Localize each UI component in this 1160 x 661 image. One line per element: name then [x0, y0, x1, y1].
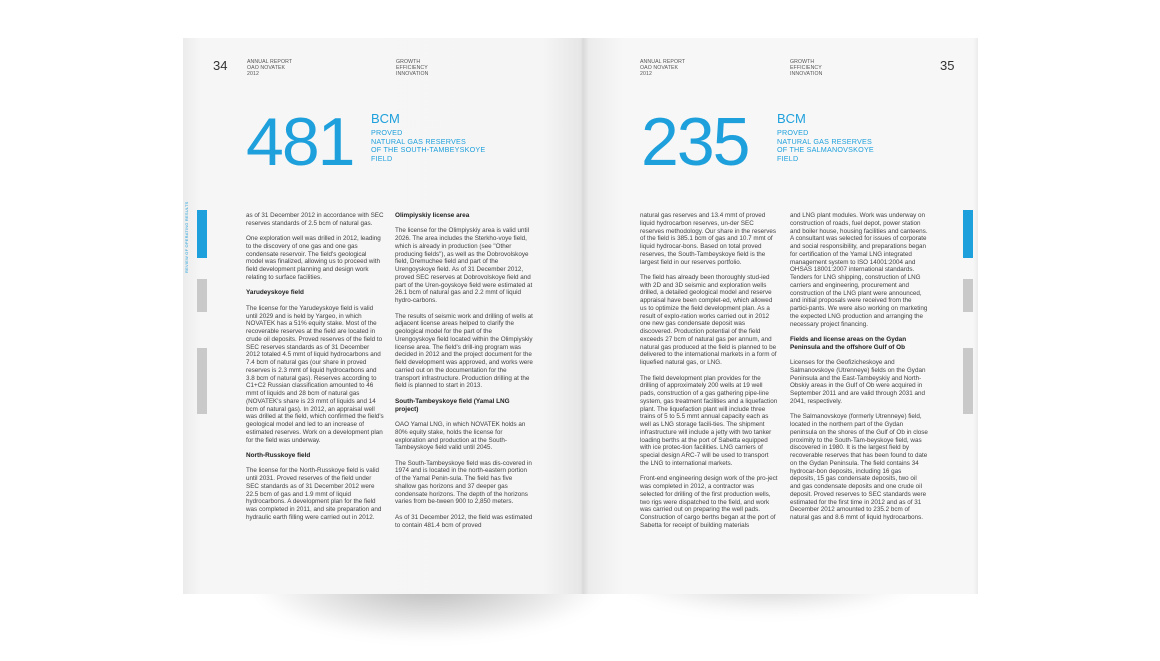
section-tab [197, 279, 207, 312]
side-section-label: REVIEW OF OPERATING RESULTS [184, 201, 189, 273]
header-theme: GROWTH EFFICIENCY INNOVATION [396, 59, 429, 77]
header-theme: GROWTH EFFICIENCY INNOVATION [790, 59, 823, 77]
right-page [583, 38, 978, 594]
text-column-2: and LNG plant modules. Work was underway on construction of roads, fuel depot, power station and boiler house, housing facilities and canteens. A consultant was selected for issues of corporate and social responsibility, and preparations began for certification of the Yamal LNG integrated management system to ISO 14001:2004 and OHSAS 18001:2007 international standards. Tenders for LNG shipping, construction of LNG carriers and engineering, procurement and construction of the LNG plant were announced, and initial proposals were received from the partici-pants. We were also working on marketing the expected LNG production and arranging the necessary project financing. Fields and license areas on the Gydan Peninsula and the offshore Gulf of Ob Licenses for the Geofizicheskoye and Salmanovskoye (Utrenneye) fields on the Gydan Peninsula and the East-Tambeyskiy and North-Obskiy areas in the Gulf of Ob were acquired in September 2011 and are valid through 2031 and 2041, respectively. The Salmanovskoye (formerly Utrenneye) field, located in the northern part of the Gydan peninsula on the shores of the Gulf of Ob in close proximity to the South-Tam-beyskoye field, was discovered in 1980. It is the largest field by recoverable reserves that has been found to date on the Gydan Peninsula. The field contains 34 hydrocar-bon deposits, including 16 gas deposits, 15 gas condensate deposits, two oil and gas condensate deposits and one crude oil deposit. Proved reserves to SEC standards were estimated for the first time in 2012 and as of 31 December 2012 amounted to 235.2 bcm of natural gas and 8.6 mmt of liquid hydrocarbons. [790, 212, 928, 522]
header-report: ANNUAL REPORT OAO NOVATEK 2012 [640, 59, 686, 77]
headline-unit: BCM [777, 111, 806, 126]
headline-unit: BCM [371, 111, 400, 126]
left-page [183, 38, 583, 594]
section-tab [963, 348, 973, 414]
page-number: 35 [940, 58, 955, 73]
text-column-2: Olimpiyskiy license area The license for the Olimpiyskiy area is valid until 2026. The area includes the Sterkho-voye field, which is already in production (see "Other producing fields"), as well as the Dobrovolskoye field, Dremuchee field and part of the Urengoyskoye field. As of 31 December 2012, proved SEC reserves at Dobrovolskoye field and part of the Uren-goyskoye field were estimated at 26.1 bcm of natural gas and 2.2 mmt of liquid hydro-carbons. The results of seismic work and drilling of wells at adjacent license areas helped to clarify the geological model for the part of the Urengoyskoye field located within the Olimpiyskiy license area. The field's drill-ing program was decided in 2012 and the project document for the field development was approved, and works were carried out on the documentation for the transport infrastructure. Production drilling at the field is planned to start in 2013. South-Tambeyskoye field (Yamal LNG project) OAO Yamal LNG, in which NOVATEK holds an 80% equity stake, holds the license for exploration and production at the South-Tambeyskoye field valid until 2045. The South-Tambeyskoye field was dis-covered in 1974 and is located in the north-eastern portion of the Yamal Penin-sula. The field has five shallow gas horizons and 37 deeper gas condensate horizons. The depth of the horizons varies from be-tween 900 to 2,850 meters. As of 31 December 2012, the field was estimated to contain 481.4 bcm of proved [395, 212, 533, 529]
section-tab [963, 279, 973, 312]
headline-number: 235 [641, 104, 749, 180]
section-tab-active [197, 210, 207, 258]
header-report: ANNUAL REPORT OAO NOVATEK 2012 [247, 59, 293, 77]
section-tab [197, 348, 207, 414]
headline-description: PROVED NATURAL GAS RESERVES OF THE SOUTH-TAMBEYSKOYE FIELD [371, 128, 486, 163]
page-number: 34 [213, 58, 228, 73]
headline-number: 481 [246, 104, 354, 180]
section-tab-active [963, 210, 973, 258]
headline-description: PROVED NATURAL GAS RESERVES OF THE SALMANOVSKOYE FIELD [777, 128, 874, 163]
text-column-1: natural gas reserves and 13.4 mmt of proved liquid hydrocarbon reserves, un-der SEC reserves methodology. Our share in the reserves of the field is 385.1 bcm of gas and 10.7 mmt of liquid hydrocar-bons. Based on total proved reserves, the South-Tambeyskoye field is the largest field in our reserves portfolio. The field has already been thoroughly stud-ied with 2D and 3D seismic and exploration wells drilled, a detailed geological model and reserve appraisal have been complet-ed, which allowed us to optimize the field development plan. As a result of explo-ration works carried out in 2012 one new gas condensate deposit was discovered. Production potential of the field exceeds 27 bcm of natural gas per annum, and natural gas produced at the field is planned to be delivered to the international markets in a form of liquefied natural gas, or LNG. The field development plan provides for the drilling of approximately 200 wells at 19 well pads, construction of a gas gathering pipe-line system, gas treatment facilities and a liquefaction plant. The liquefaction plant will include three trains of 5 to 5.5 mmt annual capacity each as well as LNG storage facili-ties. The shipment infrastructure will include a jetty with two tanker loading berths at the port of Sabetta equipped with ice protec-tion facilities. LNG carriers of special design ARC-7 will be used to transport the LNG to international markets. Front-end engineering design work of the pro-ject was completed in 2012, a contractor was selected for drilling of the first production wells, two rigs were dispatched to the field, and work was carried out on preparing the well pads. Construction of cargo berths began at the port of Sabetta for receipt of building materials [640, 212, 778, 529]
text-column-1: as of 31 December 2012 in accordance with SEC reserves standards of 2.5 bcm of natural gas. One exploration well was drilled in 2012, leading to the discovery of one gas and one gas condensate reservoir. The field's geological model was finalized, allowing us to proceed with field development planning and design work relating to surface facilities. Yarudeyskoye field The license for the Yarudeyskoye field is valid until 2029 and is held by Yargeo, in which NOVATEK has a 51% equity stake. Most of the recoverable reserves at the field are located in crude oil deposits. Proved reserves of the field to SEC reserves standards as of 31 December 2012 totaled 4.5 mmt of liquid hydrocarbons and 7.4 bcm of natural gas (our share in proved reserves is 2.3 mmt of liquid hydrocarbons and 3.8 bcm of natural gas). Reserves according to C1+C2 Russian classification amounted to 46 mmt of liquids and 28 bcm of natural gas (NOVATEK's share is 23 mmt of liquids and 14 bcm of natural gas). In 2012, an appraisal well was drilled at the field, which confirmed the field's geological model and led to an increase of estimated reserves. Work on a development plan for the field was underway. North-Russkoye field The license for the North-Russkoye field is valid until 2031. Proved reserves of the field under SEC standards as of 31 December 2012 were 22.5 bcm of gas and 1.9 mmt of liquid hydrocarbons. A development plan for the field was completed in 2011, and site preparation and hydraulic earth filling were carried out in 2012. [246, 212, 384, 521]
